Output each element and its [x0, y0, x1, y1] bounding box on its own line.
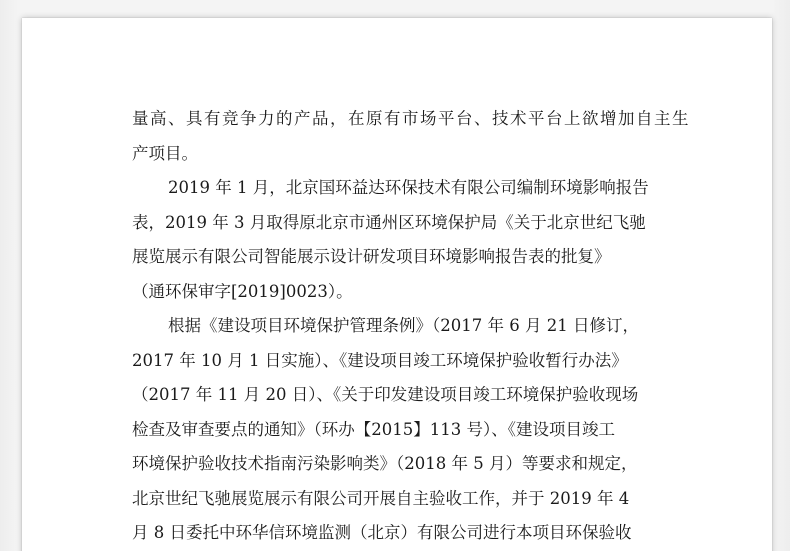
page-body-text — [132, 102, 692, 551]
text-line: 环境保护验收技术指南污染影响类》（2018 年 5 月）等要求和规定， — [132, 454, 638, 473]
text-line: 表，2019 年 3 月取得原北京市通州区环境保护局《关于北京世纪飞驰 — [132, 212, 646, 232]
text-line: 北京世纪飞驰展览展示有限公司开展自主验收工作，并于 2019 年 4 — [132, 488, 630, 508]
text-line: 月 8 日委托中环华信环境监测（北京）有限公司进行本项目环保验收 — [132, 523, 632, 542]
text-line: （通环保审字[2019]0023）。 — [132, 281, 353, 301]
text-line: 量高、具有竞争力的产品，在原有市场平台、技术平台上欲增加自主生 — [132, 109, 690, 128]
text-line: 展览展示有限公司智能展示设计研发项目环境影响报告表的批复》 — [132, 247, 611, 266]
text-line: （2017 年 11 月 20 日）、《关于印发建设项目竣工环境保护验收现场 — [132, 385, 639, 404]
paragraph-line: 2019 年 1 月，北京国环益达环保技术有限公司编制环境影响报告 — [168, 178, 649, 197]
text-line: 2017 年 10 月 1 日实施）、《建设项目竣工环境保护验收暂行办法》 — [132, 350, 628, 370]
document-page — [22, 18, 772, 551]
text-line: 产项目。 — [132, 143, 198, 163]
text-line: 检查及审查要点的通知》（环办【2015】113 号）、《建设项目竣工 — [132, 419, 615, 439]
paragraph-line: 根据《建设项目环境保护管理条例》（2017 年 6 月 21 日修订， — [168, 316, 639, 335]
